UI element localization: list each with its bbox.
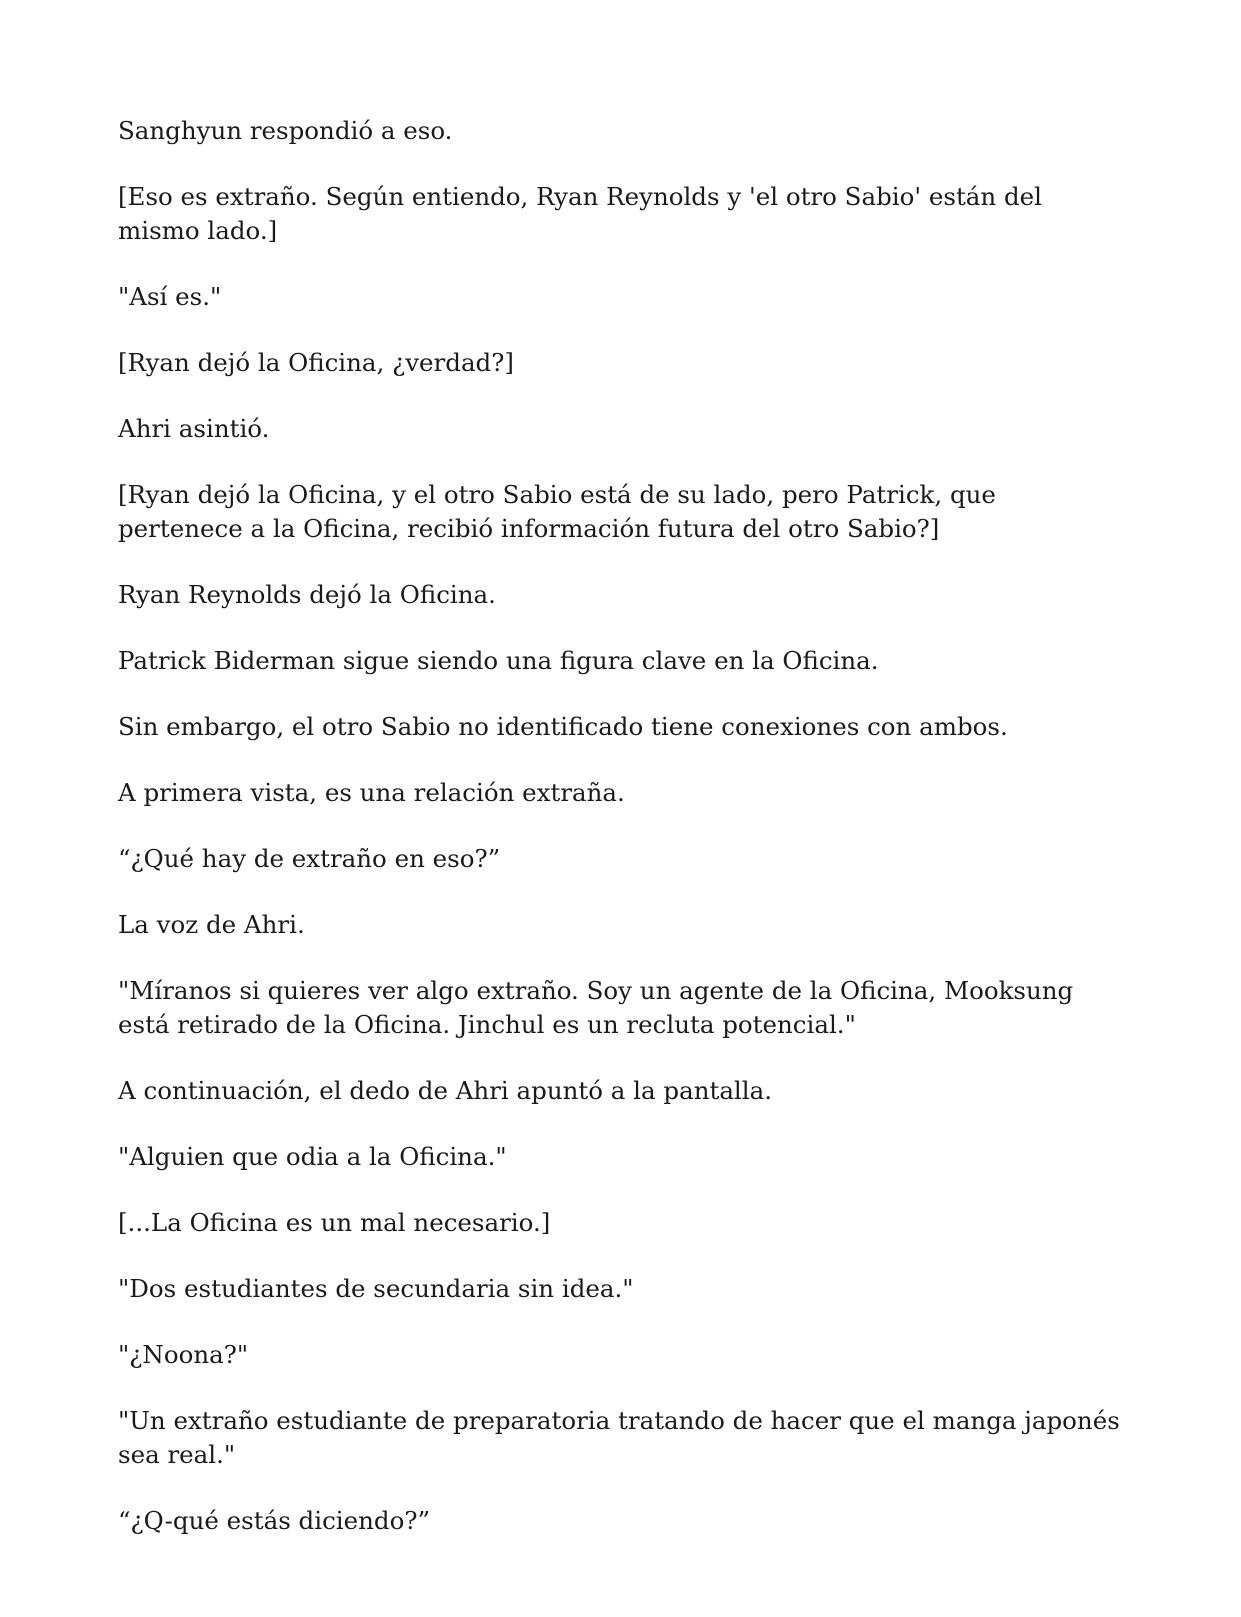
- paragraph: "Alguien que odia a la Oficina.": [118, 1142, 507, 1171]
- paragraph: A primera vista, es una relación extraña.: [118, 778, 625, 807]
- paragraph: [Ryan dejó la Oficina, y el otro Sabio está de su lado, pero Patrick, que pertenece a la Oficina, recibió información futura del otro Sabio?]: [118, 480, 996, 543]
- paragraph: "Así es.": [118, 282, 222, 311]
- paragraph: "Un extraño estudiante de preparatoria tratando de hacer que el manga japonés sea real.": [118, 1406, 1120, 1469]
- paragraph: "Dos estudiantes de secundaria sin idea.": [118, 1274, 634, 1303]
- paragraph: "¿Noona?": [118, 1340, 249, 1369]
- paragraph: Sanghyun respondió a eso.: [118, 116, 453, 145]
- paragraph: [Eso es extraño. Según entiendo, Ryan Reynolds y 'el otro Sabio' están del mismo lado.]: [118, 182, 1042, 245]
- paragraph: A continuación, el dedo de Ahri apuntó a la pantalla.: [118, 1076, 772, 1105]
- paragraph: "Míranos si quieres ver algo extraño. Soy un agente de la Oficina, Mooksung está retirado de la Oficina. Jinchul es un recluta potencial.": [118, 976, 1074, 1039]
- paragraph: Patrick Biderman sigue siendo una figura clave en la Oficina.: [118, 646, 879, 675]
- paragraph: Ryan Reynolds dejó la Oficina.: [118, 580, 496, 609]
- paragraph: La voz de Ahri.: [118, 910, 305, 939]
- text-body: [118, 114, 1128, 1570]
- paragraph: [...La Oficina es un mal necesario.]: [118, 1208, 551, 1237]
- paragraph: Ahri asintió.: [118, 414, 270, 443]
- paragraph: “¿Qué hay de extraño en eso?”: [118, 844, 501, 873]
- paragraph: Sin embargo, el otro Sabio no identificado tiene conexiones con ambos.: [118, 712, 1008, 741]
- paragraph: “¿Q-qué estás diciendo?”: [118, 1506, 431, 1535]
- paragraph: [Ryan dejó la Oficina, ¿verdad?]: [118, 348, 514, 377]
